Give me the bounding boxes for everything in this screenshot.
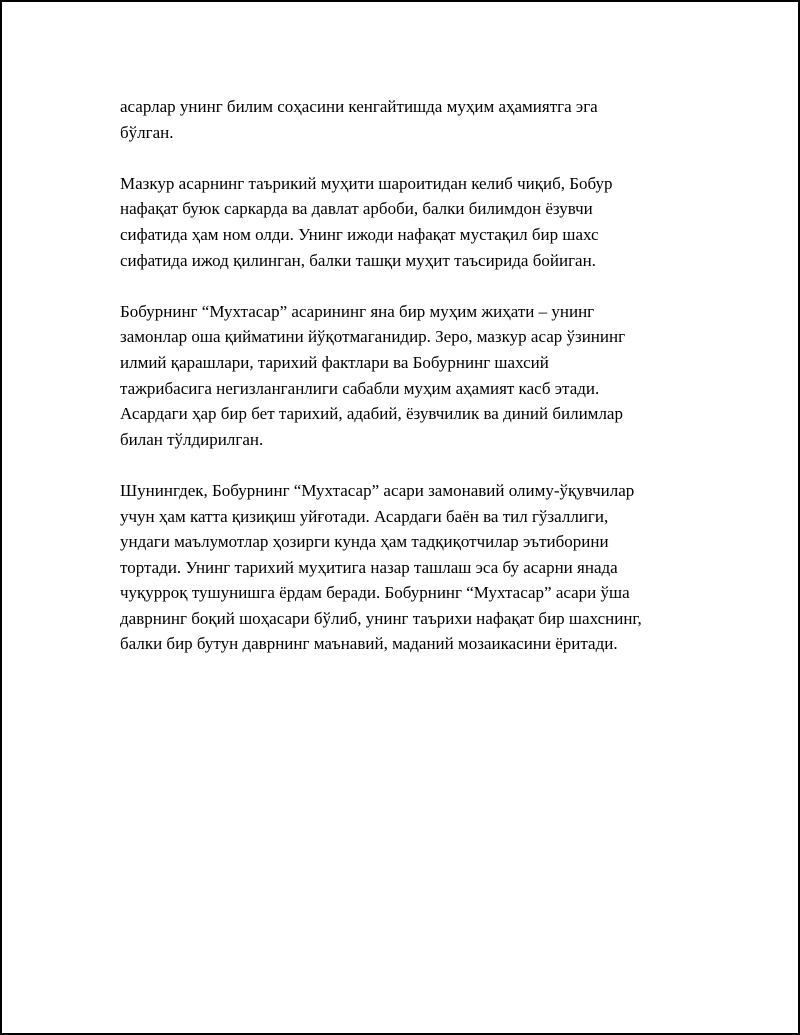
text-line: ундаги маълумотлар ҳозирги кунда ҳам тадқиқотчилар эътиборини: [120, 532, 609, 552]
text-line: Мазкур асарнинг таърикий муҳити шароитидан келиб чиқиб, Бобур: [120, 173, 613, 193]
text-line: асарлар унинг билим соҳасини кенгайтишда муҳим аҳамиятга эга: [120, 97, 598, 116]
text-line: учун ҳам катта қизиқиш уйғотади. Асардаги баён ва тил гўзаллиги,: [120, 506, 609, 526]
text-line: бўлган.: [120, 122, 174, 142]
text-line: даврнинг боқий шоҳасари бўлиб, унинг таърихи нафақат бир шахснинг,: [120, 608, 642, 628]
text-line: тажрибасига негизланганлиги сабабли муҳим аҳамият касб этади.: [120, 378, 600, 398]
text-line: нафақат буюк саркарда ва давлат арбоби, балки билимдон ёзувчи: [120, 199, 593, 219]
paragraph-4: [120, 478, 700, 657]
text-line: Асардаги ҳар бир бет тарихий, адабий, ёзувчилик ва диний билимлар: [120, 404, 623, 424]
text-line: чуқурроқ тушунишга ёрдам беради. Бобурнинг “Мухтасар” асари ўша: [120, 583, 630, 603]
paragraph-1: [120, 94, 700, 145]
text-line: илмий қарашлари, тарихий фактлари ва Бобурнинг шахсий: [120, 352, 549, 372]
paragraph-2: [120, 171, 700, 273]
text-line: замонлар оша қийматини йўқотмаганидир. Зеро, мазкур асар ўзининг: [120, 327, 626, 347]
text-line: балки бир бутун даврнинг маънавий, маданий мозаикасини ёритади.: [120, 634, 618, 654]
text-line: Бобурнинг “Мухтасар” асарининг яна бир муҳим жиҳати – унинг: [120, 301, 595, 321]
text-line: сифатида ҳам ном олди. Унинг ижоди нафақат мустақил бир шахс: [120, 224, 599, 244]
text-line: билан тўлдирилган.: [120, 429, 264, 449]
text-line: тортади. Унинг тарихий муҳитига назар ташлаш эса бу асарни янада: [120, 557, 618, 577]
text-line: сифатида ижод қилинган, балки ташқи муҳит таъсирида бойиган.: [120, 250, 596, 270]
text-line: Шунингдек, Бобурнинг “Мухтасар” асари замонавий олиму-ўқувчилар: [120, 480, 635, 500]
document-body: [120, 94, 700, 683]
paragraph-3: [120, 299, 700, 453]
